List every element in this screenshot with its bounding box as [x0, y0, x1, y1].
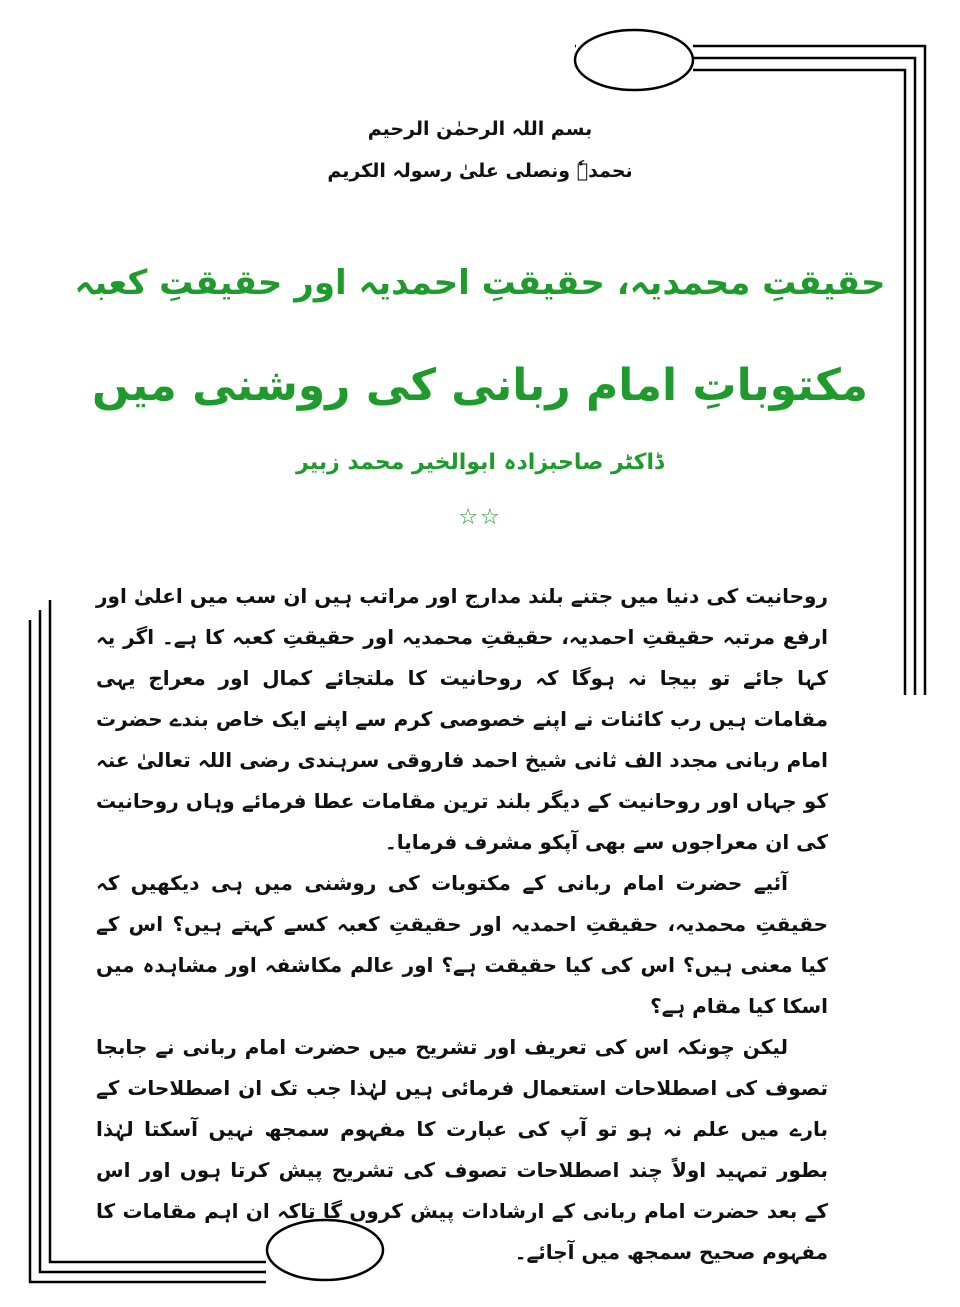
article-body: [96, 576, 828, 1273]
basmala-line: بسم اللہ الرحمٰن الرحیم: [367, 118, 593, 140]
article-title-line-1: حقیقتِ محمدیہ، حقیقتِ احمدیہ اور حقیقتِ کعبہ: [74, 263, 886, 303]
top-right-oval-ornament: [575, 30, 693, 90]
star-ornament: ☆☆: [458, 505, 502, 530]
paragraph-1: روحانیت کی دنیا میں جتنے بلند مدارج اور مراتب ہیں ان سب میں اعلیٰ اور ارفع مرتبہ حقیقتِ احمدیہ، حقیقتِ محمدیہ اور حقیقتِ کعبہ کا ہے۔ اگر یہ کہا جائے تو بیجا نہ ہوگا کہ روحانیت کا ملتجائے کمال اور معراج یہی مقامات ہیں رب کائنات نے اپنے خصوصی کرم سے اپنے ایک خاص بندے حضرت امام ربانی مجدد الف ثانی شیخ احمد فاروقی سرہندی رضی اللہ تعالیٰ عنہ کو جہاں اور روحانیت کے دیگر بلند ترین مقامات عطا فرمائے وہاں روحانیت کی ان معراجوں سے بھی آپکو مشرف فرمایا۔: [96, 584, 828, 854]
paragraph-3: لیکن چونکہ اس کی تعریف اور تشریح میں حضرت امام ربانی نے جابجا تصوف کی اصطلاحات استعمال فرمائی ہیں لہٰذا جب تک ان اصطلاحات کے بارے میں علم نہ ہو تو آپ کی عبارت کا مفہوم سمجھ نہیں آسکتا لہٰذا بطور تمہید اولاً چند اصطلاحات تصوف کی تشریح پیش کرتا ہوں اور اس کے بعد حضرت امام ربانی کے ارشادات پیش کروں گا تاکہ ان اہم مقامات کا مفہوم صحیح سمجھ میں آجائے۔: [96, 1035, 828, 1264]
article-title-line-2: مکتوباتِ امام ربانی کی روشنی میں: [91, 360, 869, 411]
hamd-line: نحمدہٗ ونصلی علیٰ رسولہ الکریم: [327, 160, 633, 182]
author-name: ڈاکٹر صاحبزادہ ابوالخیر محمد زبیر: [296, 450, 664, 475]
paragraph-2: آئیے حضرت امام ربانی کے مکتوبات کی روشنی میں ہی دیکھیں کہ حقیقتِ محمدیہ، حقیقتِ احمدیہ اور حقیقتِ کعبہ کسے کہتے ہیں؟ اس کے کیا معنی ہیں؟ اس کی کیا حقیقت ہے؟ اور عالم مکاشفہ اور مشاہدہ میں اسکا کیا مقام ہے؟: [96, 871, 828, 1018]
